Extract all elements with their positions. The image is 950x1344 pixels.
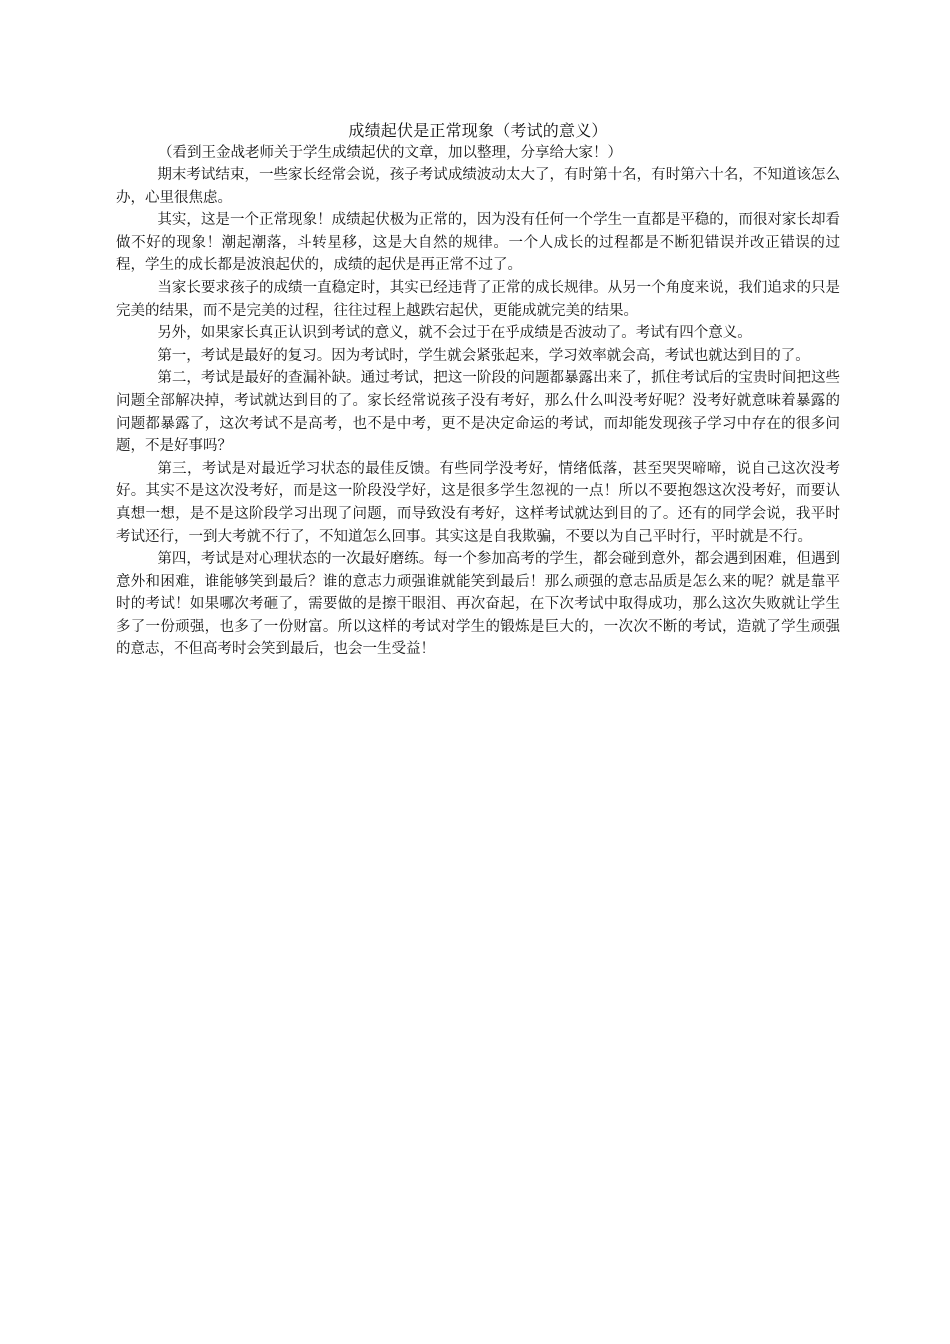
document-title: 成绩起伏是正常现象（考试的意义） (348, 121, 608, 140)
document-subtitle: （看到王金战老师关于学生成绩起伏的文章，加以整理，分享给大家！） (158, 145, 622, 161)
paragraph-normal-phenomenon: 其实，这是一个正常现象！成绩起伏极为正常的，因为没有任何一个学生一直都是平稳的，而很对家长却看做不好的现象！潮起潮落，斗转星移，这是大自然的规律。一个人成长的过程都是不断犯错误并改正错误的过程，学生的成长都是波浪起伏的，成绩的起伏是再正常不过了。 (116, 212, 840, 274)
document-page (116, 120, 840, 661)
paragraph-four-meanings: 另外，如果家长真正认识到考试的意义，就不会过于在乎成绩是否波动了。考试有四个意义。 (157, 325, 752, 342)
paragraph-growth-law: 当家长要求孩子的成绩一直稳定时，其实已经违背了正常的成长规律。从另一个角度来说，我们追求的只是完美的结果，而不是完美的过程，往往过程上越跌宕起伏，更能成就完美的结果。 (116, 279, 840, 319)
paragraph-meaning-two: 第二，考试是最好的查漏补缺。通过考试，把这一阶段的问题都暴露出来了，抓住考试后的宝贵时间把这些问题全部解决掉，考试就达到目的了。家长经常说孩子没有考好，那么什么叫没考好呢？没考好就意味着暴露的问题都暴露了，这次考试不是高考，也不是中考，更不是决定命运的考试，而却能发现孩子学习中存在的很多问题，不是好事吗？ (116, 370, 840, 455)
paragraph-meaning-one: 第一，考试是最好的复习。因为考试时，学生就会紧张起来，学习效率就会高，考试也就达到目的了。 (157, 347, 810, 364)
paragraph-meaning-four: 第四，考试是对心理状态的一次最好磨练。每一个参加高考的学生，都会碰到意外，都会遇到困难，但遇到意外和困难，谁能够笑到最后？谁的意志力顽强谁就能笑到最后！那么顽强的意志品质是怎么来的呢？就是靠平时的考试！如果哪次考砸了，需要做的是擦干眼泪、再次奋起，在下次考试中取得成功，那么这次失败就让学生多了一份顽强，也多了一份财富。所以这样的考试对学生的锻炼是巨大的，一次次不断的考试，造就了学生顽强的意志，不但高考时会笑到最后，也会一生受益！ (116, 551, 840, 658)
paragraph-intro: 期末考试结束，一些家长经常会说，孩子考试成绩波动太大了，有时第十名，有时第六十名，不知道该怎么办，心里很焦虑。 (116, 167, 840, 206)
paragraph-meaning-three: 第三，考试是对最近学习状态的最佳反馈。有些同学没考好，情绪低落，甚至哭哭啼啼，说自己这次没考好。其实不是这次没考好，而是这一阶段没学好，这是很多学生忽视的一点！所以不要抱怨这次没考好，而要认真想一想，是不是这阶段学习出现了问题，而导致没有考好，这样考试就达到目的了。还有的同学会说，我平时考试还行，一到大考就不行了，不知道怎么回事。其实这是自我欺骗，不要以为自己平时行，平时就是不行。 (116, 460, 840, 545)
